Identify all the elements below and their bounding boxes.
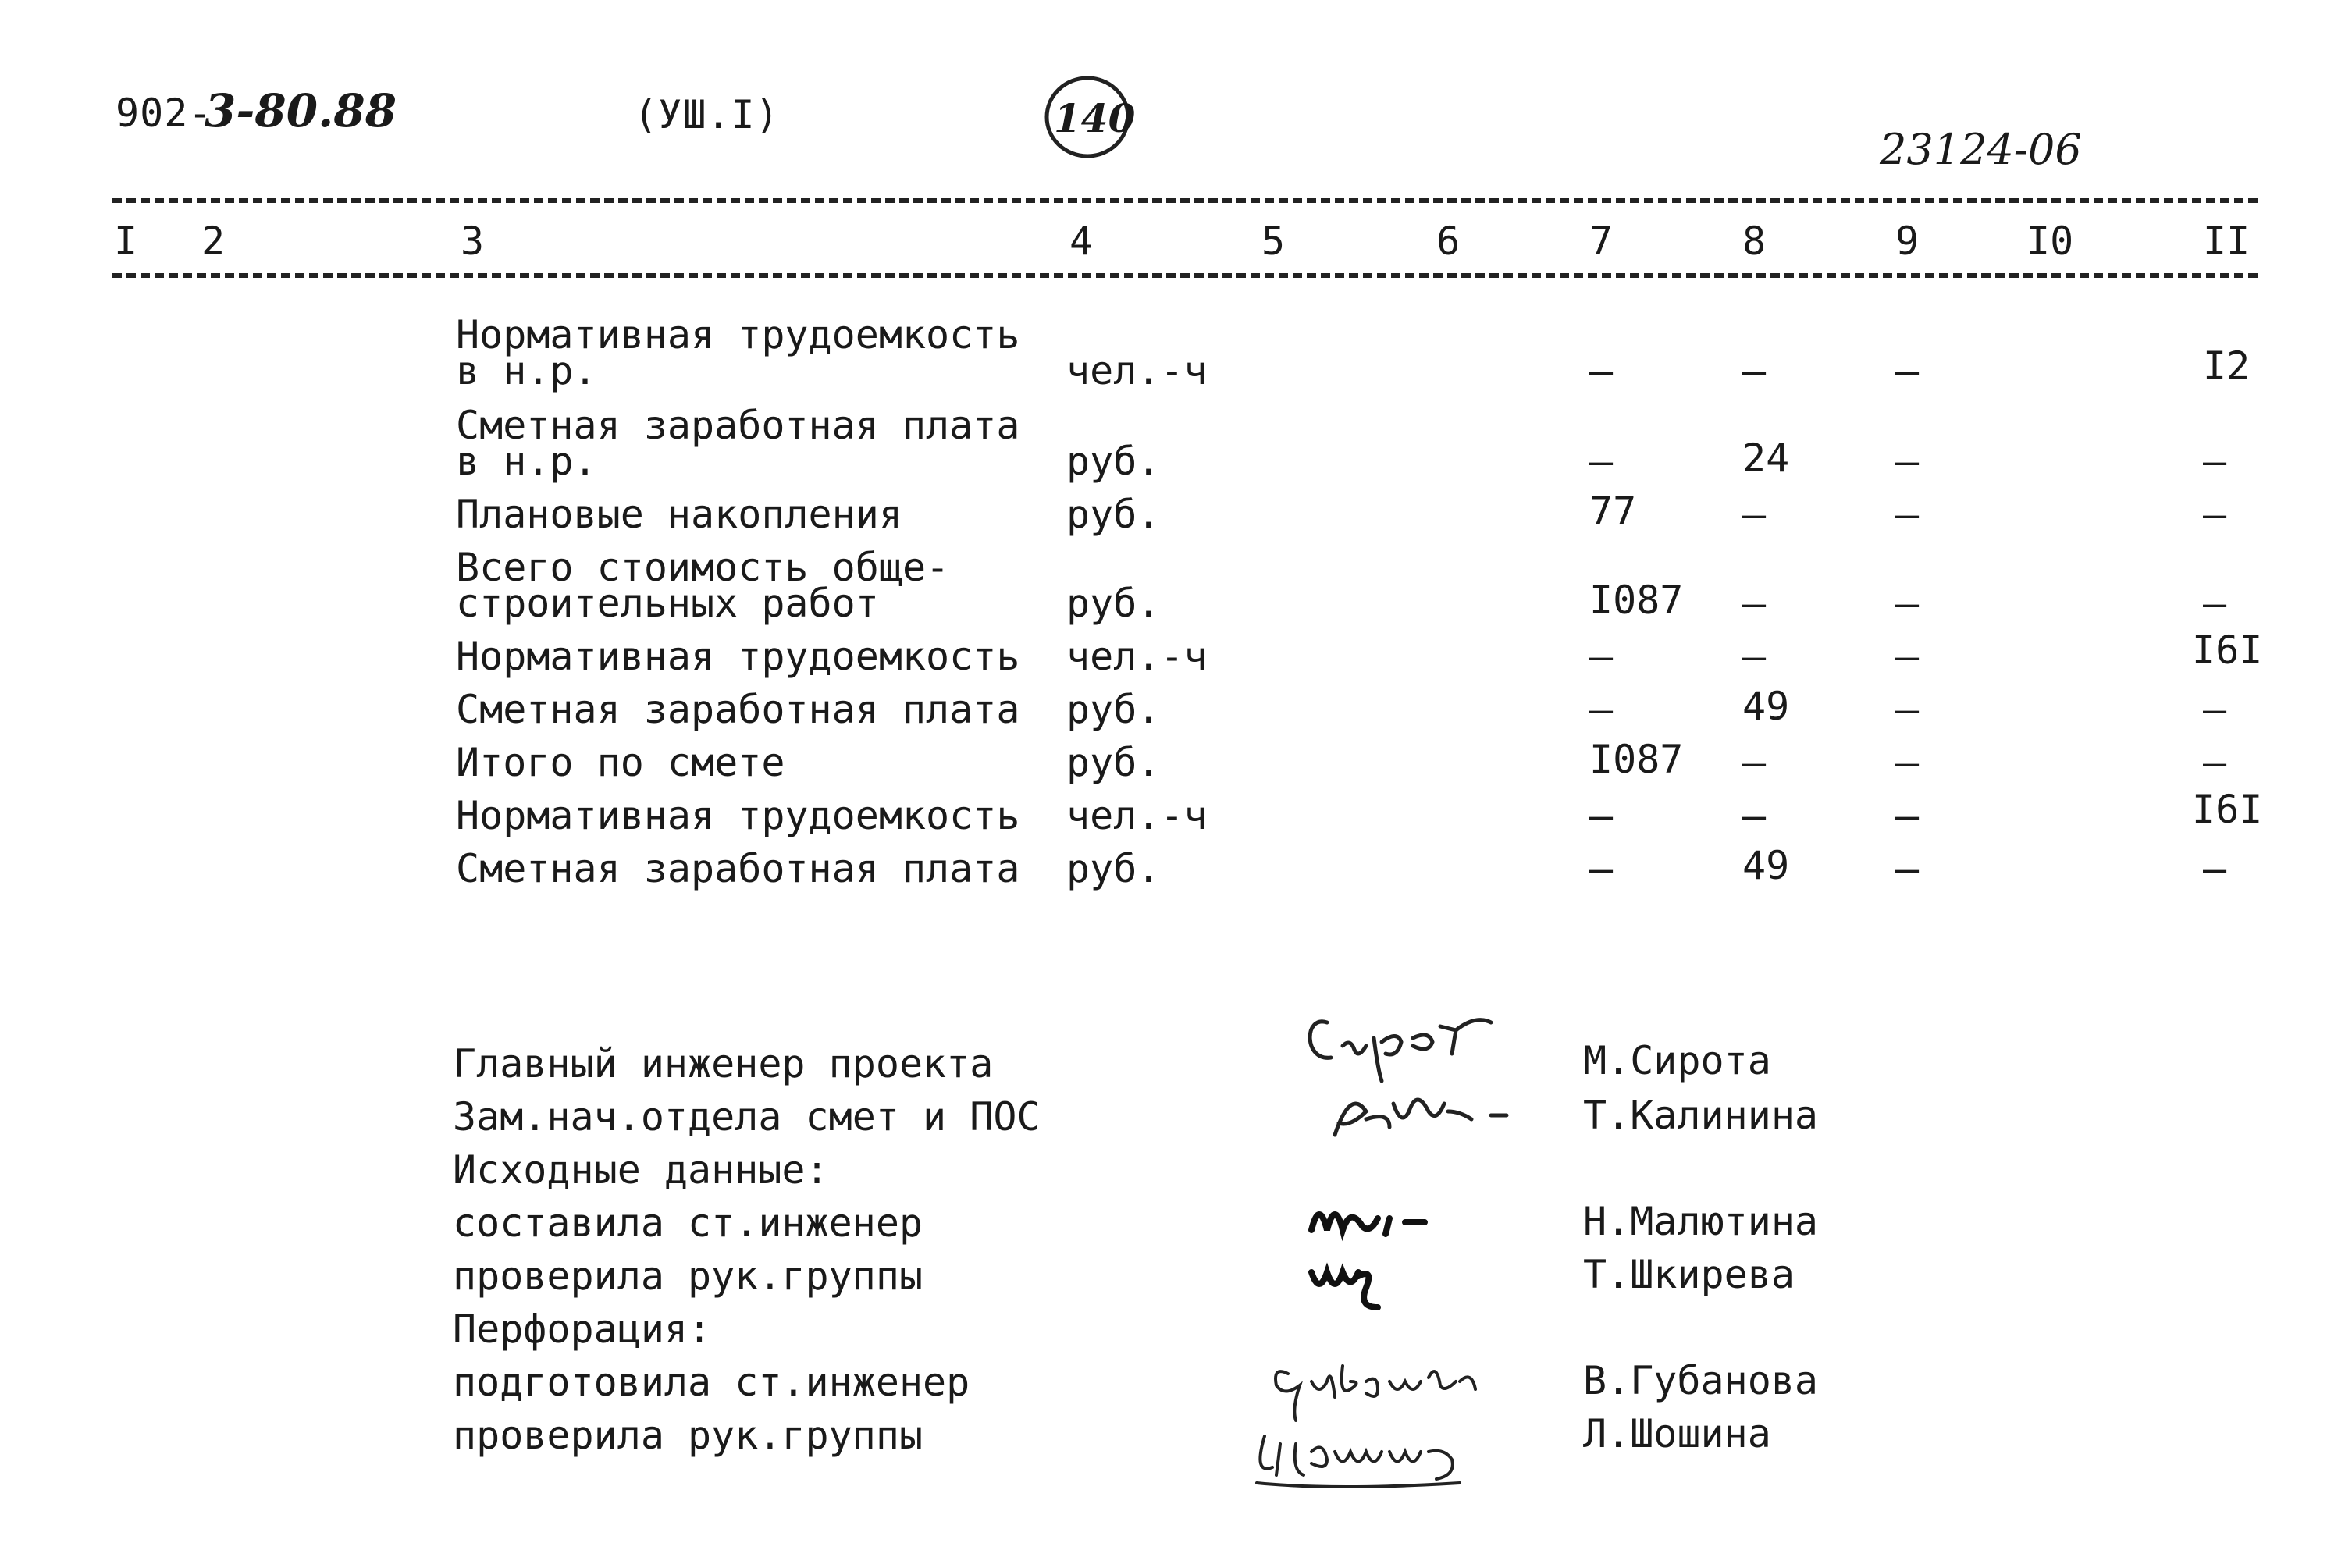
row-col11: – [2203,687,2227,732]
row-col11: – [2203,439,2227,484]
row-col9: – [1895,348,1920,393]
row-unit: руб. [1066,439,1161,484]
column-header-4: 4 [1069,219,1094,264]
row-name-line1: Нормативная трудоемкость [456,793,1020,838]
handwritten-signature-gubanova [1265,1350,1499,1431]
row-col9: – [1895,634,1920,679]
row-name-line2: в н.р. [456,348,597,393]
signature-name: М.Сирота [1583,1038,1771,1083]
row-col8: – [1742,581,1767,626]
row-col8: 49 [1742,843,1790,888]
header-rule-bottom [112,273,2258,278]
row-col9: – [1895,439,1920,484]
handwritten-signature-shkireva [1304,1249,1413,1314]
row-col8: 49 [1742,684,1790,729]
row-col8: – [1742,793,1767,838]
row-name-line1: Итого по смете [456,740,785,785]
row-unit: руб. [1066,846,1161,891]
column-header-9: 9 [1895,219,1920,264]
row-col7: 77 [1589,489,1637,534]
row-name-line1: Плановые накопления [456,492,902,537]
column-header-11: II [2203,219,2251,264]
row-unit: руб. [1066,740,1161,785]
doc-code-handwritten: 3-80.88 [205,84,397,137]
row-col7: – [1589,348,1614,393]
column-header-3: 3 [461,219,485,264]
signature-role: Главный инженер проекта [453,1041,994,1086]
signature-name: Т.Шкирева [1583,1252,1795,1297]
column-header-5: 5 [1261,219,1286,264]
row-col7: I087 [1589,578,1684,623]
row-col11: I6I [2192,787,2263,832]
row-col9: – [1895,581,1920,626]
section-code: (УШ.I) [634,92,780,137]
handwritten-signature-kalinina [1319,1080,1522,1154]
row-col11: – [2203,846,2227,891]
row-col8: – [1742,634,1767,679]
handwritten-signature-malyutina [1304,1191,1460,1249]
row-col11: I6I [2192,628,2263,673]
row-name-line2: строительных работ [456,581,879,626]
page-number-stamp [1043,72,1136,158]
handwritten-signature-shoshina [1249,1420,1514,1509]
signature-role: проверила рук.группы [453,1413,923,1458]
row-unit: руб. [1066,492,1161,537]
row-unit: чел.-ч [1066,348,1208,393]
row-col11: – [2203,581,2227,626]
column-header-7: 7 [1589,219,1614,264]
signature-name: Л.Шошина [1583,1411,1771,1456]
row-col8: – [1742,348,1767,393]
row-col9: – [1895,793,1920,838]
page-number: 140 [1054,95,1136,141]
row-name-line1: Нормативная трудоемкость [456,312,1020,357]
handwritten-signature-sirota [1296,999,1530,1088]
row-col7: – [1589,793,1614,838]
signature-role: подготовила ст.инженер [453,1360,970,1405]
row-col7: – [1589,634,1614,679]
row-col7: – [1589,439,1614,484]
header-rule-top [112,198,2258,203]
row-name-line1: Сметная заработная плата [456,846,1020,891]
row-unit: руб. [1066,581,1161,626]
row-col9: – [1895,687,1920,732]
row-name-line1: Сметная заработная плата [456,687,1020,732]
row-col7: – [1589,687,1614,732]
row-unit: чел.-ч [1066,634,1208,679]
signature-name: Н.Малютина [1583,1199,1819,1244]
row-name-line2: в н.р. [456,439,597,484]
row-name-line1: Нормативная трудоемкость [456,634,1020,679]
column-header-10: I0 [2026,219,2074,264]
signature-role: Зам.нач.отдела смет и ПОС [453,1094,1041,1140]
row-col9: – [1895,846,1920,891]
signature-role: Перфорация: [453,1307,712,1352]
signature-role: Исходные данные: [453,1147,829,1193]
row-col9: – [1895,740,1920,785]
reference-number: 23124-06 [1880,125,2082,174]
signature-name: В.Губанова [1583,1358,1819,1403]
column-header-8: 8 [1742,219,1767,264]
row-name-line1: Всего стоимость обще- [456,545,950,590]
row-col8: 24 [1742,436,1790,481]
row-name-line1: Сметная заработная плата [456,403,1020,448]
signature-role: составила ст.инженер [453,1200,923,1246]
row-col11: – [2203,740,2227,785]
row-col9: – [1895,492,1920,537]
row-col8: – [1742,492,1767,537]
signature-name: Т.Калинина [1583,1093,1819,1138]
row-col11: – [2203,492,2227,537]
column-header-6: 6 [1436,219,1461,264]
row-unit: руб. [1066,687,1161,732]
row-col8: – [1742,740,1767,785]
column-header-1: I [114,219,138,264]
row-col7: I087 [1589,737,1684,782]
doc-code-prefix: 902- [116,91,213,136]
row-col11: I2 [2203,343,2251,389]
row-col7: – [1589,846,1614,891]
column-header-2: 2 [201,219,226,264]
signature-role: проверила рук.группы [453,1253,923,1299]
row-unit: чел.-ч [1066,793,1208,838]
